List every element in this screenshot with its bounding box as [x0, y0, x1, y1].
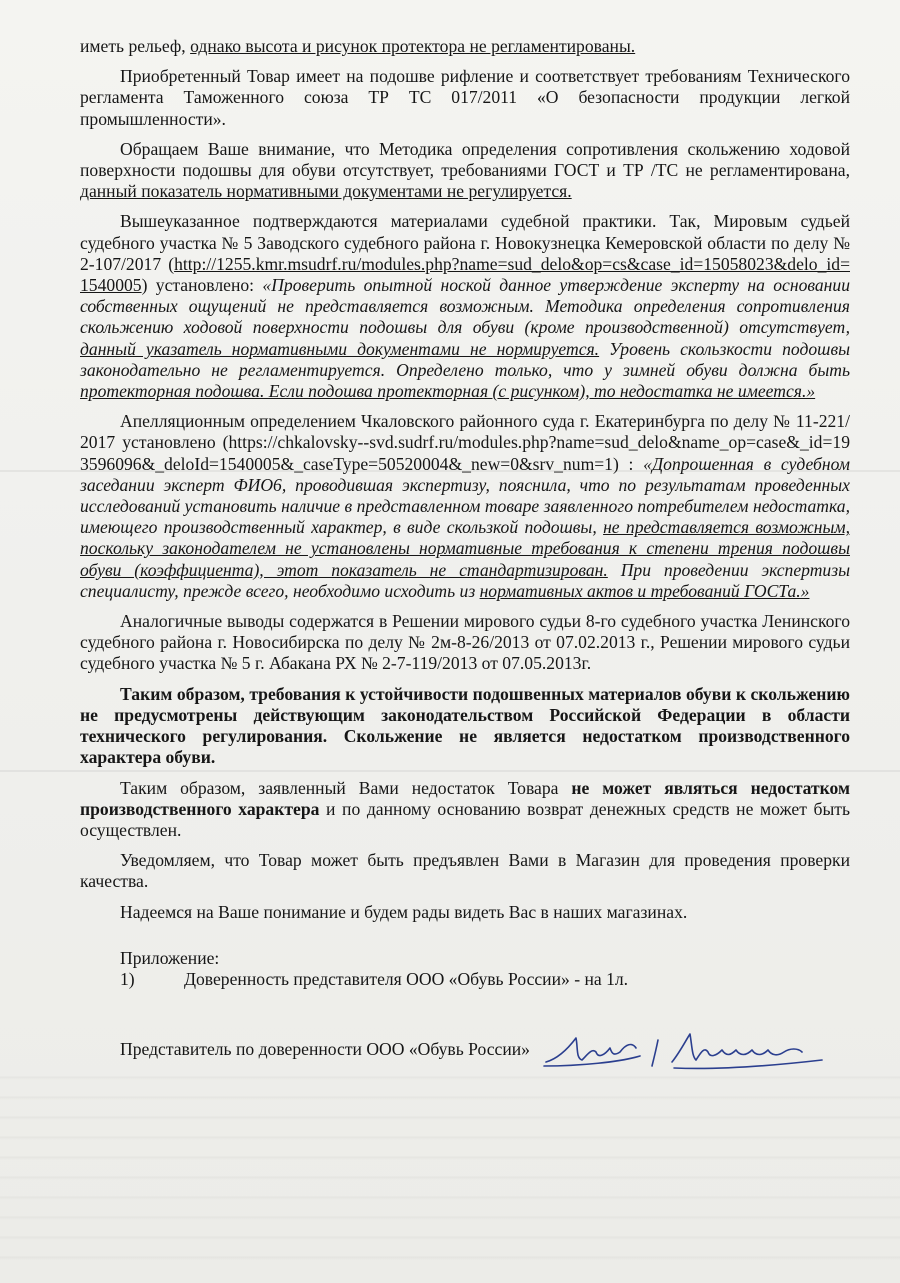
bleed-through	[0, 1060, 900, 1260]
paragraph-similar-rulings: Аналогичные выводы содержатся в Решении мирового судьи 8-го судебного участка Ленинского судебного района г. Новосибирска по делу № 2м-8-26/2013 от 07.02.2013 г., Решении мирового судьи судебного участка № 5 г. Абакана РХ № 2-7-119/2013 от 07.05.2013г.	[80, 611, 850, 674]
court-case-link[interactable]: http://1255.kmr.msudrf.ru/modules.php?name=sud_delo&op=cs&case_id=15058023&delo_id=1540005	[80, 253, 850, 296]
paragraph-refund-denied: Таким образом, заявленный Вами недостаток Товара не может являться недостатком производственного характера и по данному основанию возврат денежных средств не может быть осуществлен.	[80, 777, 851, 840]
signature-label: Представитель по доверенности ООО «Обувь России»	[120, 1038, 530, 1059]
paragraph-closing: Надеемся на Ваше понимание и будем рады видеть Вас в наших магазинах.	[120, 901, 688, 922]
appendix-item-number: 1)	[120, 968, 135, 989]
paragraph-quality-check: Уведомляем, что Товар может быть предъявлен Вами в Магазин для проведения проверки качества.	[80, 850, 850, 892]
appendix-item-text: Доверенность представителя ООО «Обувь России» - на 1л.	[184, 968, 629, 989]
signature-image	[540, 1026, 830, 1072]
appendix-title: Приложение:	[120, 947, 220, 968]
paragraph-court-chkalovsky: Апелляционным определением Чкаловского районного суда г. Екатеринбурга по делу № 11-221/2017 установлено (https://chkalovsky--svd.sudrf.ru/modules.php?name=sud_delo&name_op=case&_id=193596096&_deloId=1540005&_caseType=50520004&_new=0&srv_num=1) : «Допрошенная в судебном заседании эксперт ФИО6, проводившая экспертизу, пояснила, что по результатам проведенных исследований установить наличие в представленном товаре заявленного потребителем недостатка, имеющего производственный характер, в виде скользкой подошвы, не представляется возможным, поскольку законодателем не установлены нормативные требования к степени трения подошвы обуви (коэффициента), этот показатель не стандартизирован. При проведении экспертизы специалисту, прежде всего, необходимо исходить из нормативных актов и требований ГОСТа.»	[80, 411, 850, 601]
paragraph-conclusion-bold: Таким образом, требования к устойчивости подошвенных материалов обуви к скольжению не предусмотрены действующим законодательством Российской Федерации в области технического регулирования. Скольжение не является недостатком производственного характера обуви.	[80, 683, 850, 768]
paragraph-tread: иметь рельеф, однако высота и рисунок протектора не регламентированы.	[80, 36, 636, 56]
paragraph-method-absent: Обращаем Ваше внимание, что Методика определения сопротивления скольжению ходовой поверхности подошвы для обуви отсутствует, требованиями ГОСТ и ТР /ТС не регламентирована, данный показатель нормативными документами не регулируется.	[80, 138, 850, 202]
paragraph-court-novokuznetsk: Вышеуказанное подтверждаются материалами судебной практики. Так, Мировым судьей судебного участка № 5 Заводского судебного района г. Новокузнецка Кемеровской области по делу № 2-107/2017 (http://1255.kmr.msudrf.ru/modules.php?name=sud_delo&op=cs&case_id=15058023&delo_id=1540005) установлено: «Проверить опытной ноской данное утверждение эксперту на основании собственных ощущений не представляется возможным. Методика определения сопротивления скольжению ходовой поверхности подошвы для обуви (кроме производственной) отсутствует, данный указатель нормативными документами не нормируется. Уровень скользкости подошвы законодательно не регламентируется. Определено только, что у зимней обуви должна быть протекторная подошва. Если подошва протекторная (с рисунком), то недостатка не имеется.»	[80, 211, 850, 402]
signature-row	[80, 1026, 850, 1072]
appendix-item	[80, 969, 850, 990]
paragraph-product-compliance: Приобретенный Товар имеет на подошве рифление и соответствует требованиям Технического регламента Таможенного союза ТР ТС 017/2011 «О безопасности продукции легкой промышленности».	[80, 66, 850, 129]
letter-body	[80, 36, 850, 1072]
